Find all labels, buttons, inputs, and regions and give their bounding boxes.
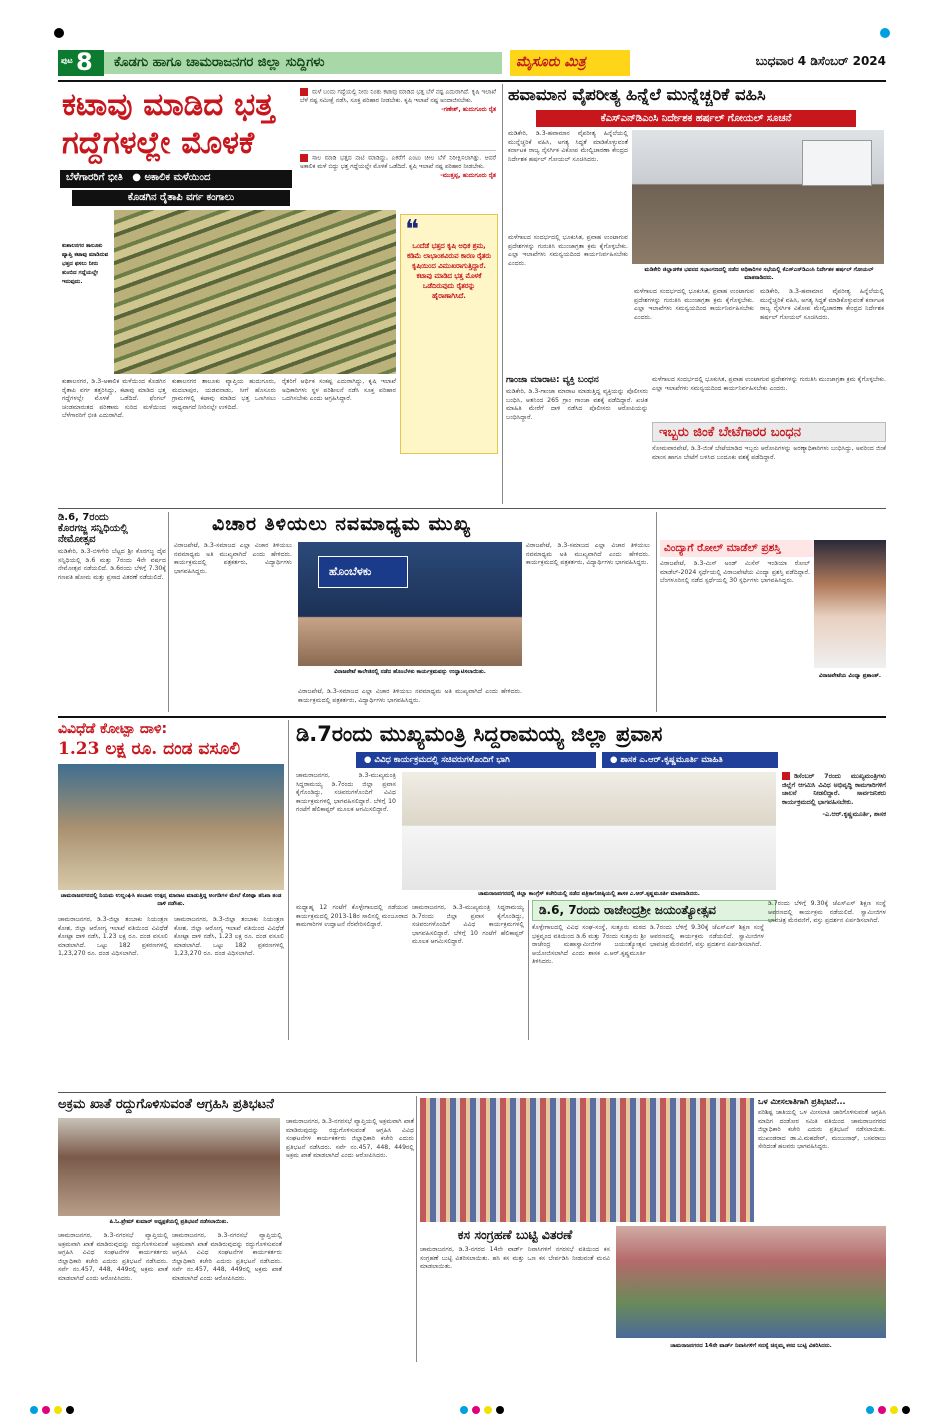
paddy-body-col-2: ಕುಶಾಲನಗರ ತಾಲೂಕು ವ್ಯಾಪ್ತಿಯ ಹುದುಗೂರು, ಮದಲಾಪುರ, ಯಡವನಾಡು, ಸೀಗೆ ಹೊಸೂರು ಗ್ರಾಮಗಳಲ್ಲಿ ಕಟಾವು ಮಾಡಿದ ಭತ್ತ ಒಣಗಿಸಲು ಸಾಧ್ಯವಾಗದೆ ನೀರಿನಲ್ಲೇ ಉಳಿದಿದೆ.: [172, 378, 276, 411]
weather-body-2: ಮಳೆಗಾಲದ ಸಂದರ್ಭದಲ್ಲಿ ಭೂಕುಸಿತ, ಪ್ರವಾಹ ಉಂಟಾಗುವ ಪ್ರದೇಶಗಳನ್ನು ಗುರುತಿಸಿ ಮುಂಜಾಗ್ರತಾ ಕ್ರಮ ಕೈಗೊಳ್ಳಬೇಕು. ಎಲ್ಲಾ ಇಲಾಖೆಗಳು ಸಮನ್ವಯದಿಂದ ಕಾರ್ಯನಿರ್ವಹಿಸಬೇಕು ಎಂದರು.: [508, 234, 628, 267]
jayanti-body-3: ಡಿ.7ರಂದು ಬೆಳಿಗ್ಗೆ 9.30ಕ್ಕೆ ಜೆಎಸ್‌ಎಸ್ ಶಿಕ್ಷಣ ಸಂಸ್ಥೆ ಆವರಣದಲ್ಲಿ ಕಾರ್ಯಕ್ರಮ ನಡೆಯಲಿದೆ. ಸ್ವಾಮೀಜಿಗಳ ಭಾವಚಿತ್ರ ಮೆರವಣಿಗೆ, ವಸ್ತು ಪ್ರದರ್ಶನ ಏರ್ಪಡಿಸಲಾಗಿದೆ.: [768, 900, 886, 925]
reservation-headline: ಒಳ ಮೀಸಲಾತಿಗಾಗಿ ಪ್ರತಿಭಟನೆ...: [758, 1097, 846, 1106]
story-weather: [506, 84, 886, 374]
quote-marker: [782, 772, 790, 780]
story-paddy-headline-1: ಕಟಾವು ಮಾಡಿದ ಭತ್ತ: [62, 87, 275, 123]
registration-mark: [54, 28, 64, 38]
story-protest: [58, 1096, 414, 1362]
reservation-body: ಪರಿಶಿಷ್ಟ ಜಾತಿಯಲ್ಲಿ ಒಳ ಮೀಸಲಾತಿ ಜಾರಿಗೊಳಿಸುವಂತೆ ಆಗ್ರಹಿಸಿ ಮಾದಿಗ ದಂಡೋರ ಸಮಿತಿ ವತಿಯಿಂದ ಚಾಮರಾಜನಗರದ ಜಿಲ್ಲಾಧಿಕಾರಿ ಕಚೇರಿ ಎದುರು ಪ್ರತಿಭಟನೆ ನಡೆಸಲಾಯಿತು. ಮುಖಂಡರಾದ ಡಾ.ವಿ.ಮಹದೇವ್, ಮಂಜುನಾಥ್, ಬಸವರಾಜು ಸೇರಿದಂತೆ ಹಲವರು ಭಾಗವಹಿಸಿದ್ದರು.: [758, 1109, 886, 1151]
quote-marker: [300, 154, 308, 162]
dustbin-photo: [616, 1226, 886, 1338]
pullquote-text: ಒಂದೆಡೆ ಭತ್ತದ ಕೃಷಿ ಅಧಿಕ ಶ್ರಮ, ಕಡಿಮೆ ಲಾಭಾಂಶವಿರುವ ಕಾರಣ ರೈತರು ಕೃಷಿಯಿಂದ ವಿಮುಖರಾಗುತ್ತಿದ್ದಾರೆ. ಕಟಾವು ಮಾಡಿದ ಭತ್ತ ಮೊಳಕೆ ಒಡೆದಿರುವುದು ರೈತರನ್ನು ಹೈರಾಣಾಗಿಸಿದೆ.: [406, 242, 492, 300]
cotpa-headline-2: 1.23 ಲಕ್ಷ ರೂ. ದಂಡ ವಸೂಲಿ: [58, 739, 241, 759]
cm-subhead-2: ● ಶಾಸಕ ಎ.ಆರ್.ಕೃಷ್ಣಮೂರ್ತಿ ಮಾಹಿತಿ: [602, 752, 778, 768]
farmer-quote-1: ಮಳೆ ಬಂದು ಗದ್ದೆಯಲ್ಲಿ ನೀರು ನಿಂತು ಕಟಾವು ಮಾಡಿದ ಭತ್ತ ಬೆಳೆ ನಷ್ಟ ಎದುರಾಗಿದೆ. ಕೃಷಿ ಇಲಾಖೆ ಬೆಳೆ ನಷ್ಟ ಸಮೀಕ್ಷೆ ನಡೆಸಿ, ಸೂಕ್ತ ಪರಿಹಾರ ನೀಡಬೇಕು. ಕೃಷಿ ಇಲಾಖೆ ನಷ್ಟ ಅಂದಾಜಿಸಬೇಕು. -ಗಣೇಶ್, ಹುದುಗೂರು ರೈತ: [300, 88, 496, 113]
weather-subhead: ಕೆಎಸ್‌ಎನ್‌ಡಿಎಂಸಿ ನಿರ್ದೇಶಕ ಹರ್ಷಲ್ ಗೋಯಲ್ ಸೂಚನೆ: [536, 110, 856, 127]
quote-icon: ❝: [405, 215, 419, 245]
weather-headline: ಹವಾಮಾನ ವೈಪರೀತ್ಯ ಹಿನ್ನೆಲೆ ಮುನ್ನೆಚ್ಚರಿಕೆ ವಹಿಸಿ: [508, 85, 766, 104]
protest-body-1: ಚಾಮರಾಜನಗರ, ಡಿ.3-ನಗರಸಭೆ ವ್ಯಾಪ್ತಿಯಲ್ಲಿ ಅಕ್ರಮವಾಗಿ ಖಾತೆ ಮಾಡಿರುವುದನ್ನು ರದ್ದುಗೊಳಿಸುವಂತೆ ಆಗ್ರಹಿಸಿ ವಿವಿಧ ಸಂಘಟನೆಗಳ ಕಾರ್ಯಕರ್ತರು ಜಿಲ್ಲಾಧಿಕಾರಿ ಕಚೇರಿ ಎದುರು ಪ್ರತಿಭಟನೆ ನಡೆಸಿದರು. ಸರ್ವೆ ನಂ.457, 448, 449ರಲ್ಲಿ ಅಕ್ರಮ ಖಾತೆ ಮಾಡಲಾಗಿದೆ ಎಂದು ಆರೋಪಿಸಿದರು.: [58, 1232, 168, 1282]
cm-press-photo: [402, 772, 776, 890]
paper-name: ಮೈಸೂರು ಮಿತ್ರ: [510, 50, 630, 76]
newmedia-body-3: ವಿರಾಜಪೇಟೆ, ಡಿ.3-ಸಮಾಜದ ಎಲ್ಲಾ ವಿಚಾರ ತಿಳಿಯಲು ನವಮಾಧ್ಯಮ ಅತಿ ಮುಖ್ಯವಾಗಿದೆ ಎಂದು ಹೇಳಿದರು. ಕಾರ್ಯಕ್ರಮದಲ್ಲಿ ಪತ್ರಕರ್ತರು, ವಿದ್ಯಾರ್ಥಿಗಳು ಭಾಗವಹಿಸಿದ್ದರು.: [526, 542, 650, 567]
cotpa-body-1: ಚಾಮರಾಜನಗರ, ಡಿ.3-ಜಿಲ್ಲಾ ತಂಬಾಕು ನಿಯಂತ್ರಣ ಕೋಶ, ಜಿಲ್ಲಾ ಆರೋಗ್ಯ ಇಲಾಖೆ ವತಿಯಿಂದ ವಿವಿಧೆಡೆ ಕೋಟ್ಪಾ ದಾಳಿ ನಡೆಸಿ, 1.23 ಲಕ್ಷ ರೂ. ದಂಡ ವಸೂಲಿ ಮಾಡಲಾಗಿದೆ. ಒಟ್ಟು 182 ಪ್ರಕರಣಗಳಲ್ಲಿ 1,23,270 ರೂ. ದಂಡ ವಿಧಿಸಲಾಗಿದೆ.: [58, 916, 168, 958]
bullet-1: ಬೆಳೆಗಾರರಿಗೆ ಭೀತಿ: [66, 172, 123, 183]
quote-author-1: -ಗಣೇಶ್, ಹುದುಗೂರು ರೈತ: [441, 105, 496, 113]
bullet-2: ಅಕಾಲಿಕ ಮಳೆಯಿಂದ: [144, 172, 211, 183]
date: ಬುಧವಾರ 4 ಡಿಸೆಂಬರ್ 2024: [755, 54, 886, 68]
newmedia-body-2: ವಿರಾಜಪೇಟೆ, ಡಿ.3-ಸಮಾಜದ ಎಲ್ಲಾ ವಿಚಾರ ತಿಳಿಯಲು ನವಮಾಧ್ಯಮ ಅತಿ ಮುಖ್ಯವಾಗಿದೆ ಎಂದು ಹೇಳಿದರು. ಕಾರ್ಯಕ್ರಮದಲ್ಲಿ ಪತ್ರಕರ್ತರು, ವಿದ್ಯಾರ್ಥಿಗಳು ಭಾಗವಹಿಸಿದ್ದರು.: [298, 688, 522, 704]
jayanti-body-1: ಕೊಳ್ಳೇಗಾಲದಲ್ಲಿ ವಿವಿಧ ಸಂಘ-ಸಂಸ್ಥೆ, ಸುತ್ತೂರು ಮಠದ ಭಕ್ತವೃಂದ ವತಿಯಿಂದ ಡಿ.6 ಮತ್ತು 7ರಂದು ಸುತ್ತೂರು ಶ್ರೀ ರಾಜೇಂದ್ರ ಮಹಾಸ್ವಾಮೀಜಿಗಳ ಜಯಂತ್ಯೋತ್ಸವ ಆಯೋಜಿಸಲಾಗಿದೆ ಎಂದು ಶಾಸಕ ಎ.ಆರ್.ಕೃಷ್ಣಮೂರ್ತಿ ತಿಳಿಸಿದರು.: [532, 924, 646, 966]
story-cotpa: [58, 720, 284, 1040]
paddy-pullquote: [400, 214, 498, 454]
rolemodel-body: ವಿರಾಜಪೇಟೆ, ಡಿ.3-ಮಿಸ್ ಅಂಡ್ ಮಿಸೆಸ್ ಇಂಡಿಯಾ ರೋಲ್ ಮಾಡೆಲ್-2024 ಸ್ಪರ್ಧೆಯಲ್ಲಿ ವಿರಾಜಪೇಟೆಯ ವಿಂದ್ಯಾ ಪ್ರಶಸ್ತಿ ಪಡೆದಿದ್ದಾರೆ. ಬೆಂಗಳೂರಿನಲ್ಲಿ ನಡೆದ ಸ್ಪರ್ಧೆಯಲ್ಲಿ 30 ಸ್ಪರ್ಧಿಗಳು ಭಾಗವಹಿಸಿದ್ದರು.: [660, 560, 810, 585]
protest-body-3: ಚಾಮರಾಜನಗರ, ಡಿ.3-ನಗರಸಭೆ ವ್ಯಾಪ್ತಿಯಲ್ಲಿ ಅಕ್ರಮವಾಗಿ ಖಾತೆ ಮಾಡಿರುವುದನ್ನು ರದ್ದುಗೊಳಿಸುವಂತೆ ಆಗ್ರಹಿಸಿ ವಿವಿಧ ಸಂಘಟನೆಗಳ ಕಾರ್ಯಕರ್ತರು ಜಿಲ್ಲಾಧಿಕಾರಿ ಕಚೇರಿ ಎದುರು ಪ್ರತಿಭಟನೆ ನಡೆಸಿದರು. ಸರ್ವೆ ನಂ.457, 448, 449ರಲ್ಲಿ ಅಕ್ರಮ ಖಾತೆ ಮಾಡಲಾಗಿದೆ ಎಂದು ಆರೋಪಿಸಿದರು.: [286, 1118, 414, 1160]
paddy-field-photo: [114, 210, 396, 374]
story-deer: [652, 422, 886, 504]
weather-meeting-photo: [632, 130, 884, 264]
color-registration-strip: [20, 1404, 925, 1416]
koragajja-headline-1: ಡಿ.6, 7ರಂದು: [58, 512, 109, 523]
story-cm-visit: [292, 720, 886, 900]
cm-body-2: ಮಧ್ಯಾಹ್ನ 12 ಗಂಟೆಗೆ ಕೊಳ್ಳೇಗಾಲದಲ್ಲಿ ನಡೆಯುವ ಕಾರ್ಯಕ್ರಮದಲ್ಲಿ 2013-18ರ ಸಾಲಿನಲ್ಲಿ ಮಂಜೂರಾದ ಕಾಮಗಾರಿಗಳ ಉದ್ಘಾಟನೆ ನೆರವೇರಿಸಲಿದ್ದಾರೆ.: [296, 904, 408, 929]
protest-body-2: ಚಾಮರಾಜನಗರ, ಡಿ.3-ನಗರಸಭೆ ವ್ಯಾಪ್ತಿಯಲ್ಲಿ ಅಕ್ರಮವಾಗಿ ಖಾತೆ ಮಾಡಿರುವುದನ್ನು ರದ್ದುಗೊಳಿಸುವಂತೆ ಆಗ್ರಹಿಸಿ ವಿವಿಧ ಸಂಘಟನೆಗಳ ಕಾರ್ಯಕರ್ತರು ಜಿಲ್ಲಾಧಿಕಾರಿ ಕಚೇರಿ ಎದುರು ಪ್ರತಿಭಟನೆ ನಡೆಸಿದರು. ಸರ್ವೆ ನಂ.457, 448, 449ರಲ್ಲಿ ಅಕ್ರಮ ಖಾತೆ ಮಾಡಲಾಗಿದೆ ಎಂದು ಆರೋಪಿಸಿದರು.: [172, 1232, 282, 1282]
protest-caption: ಪಿ.ಓ.ಪ್ರೇಮ್ ಕುಮಾರ್ ಅಧ್ಯಕ್ಷತೆಯಲ್ಲಿ ಪ್ರತಿಭಟನೆ ನಡೆಸಲಾಯಿತು.: [109, 1219, 229, 1225]
ganja-body: ಮಡಿಕೇರಿ, ಡಿ.3-ಗಾಂಜಾ ಮಾರಾಟ ಮಾಡುತ್ತಿದ್ದ ವ್ಯಕ್ತಿಯನ್ನು ಪೊಲೀಸರು ಬಂಧಿಸಿ, ಆತನಿಂದ 265 ಗ್ರಾಂ ಗಾಂಜಾ ವಶಕ್ಕೆ ಪಡೆದಿದ್ದಾರೆ. ಖಚಿತ ಮಾಹಿತಿ ಮೇರೆಗೆ ದಾಳಿ ನಡೆಸಿದ ಪೊಲೀಸರು ಆರೋಪಿಯನ್ನು ಬಂಧಿಸಿದ್ದಾರೆ.: [506, 388, 648, 421]
story-ganja: [506, 374, 648, 504]
story-newmedia: [172, 512, 652, 712]
newmedia-body-1: ವಿರಾಜಪೇಟೆ, ಡಿ.3-ಸಮಾಜದ ಎಲ್ಲಾ ವಿಚಾರ ತಿಳಿಯಲು ನವಮಾಧ್ಯಮ ಅತಿ ಮುಖ್ಯವಾಗಿದೆ ಎಂದು ಹೇಳಿದರು. ಕಾರ್ಯಕ್ರಮದಲ್ಲಿ ಪತ್ರಕರ್ತರು, ವಿದ್ಯಾರ್ಥಿಗಳು ಭಾಗವಹಿಸಿದ್ದರು.: [174, 542, 292, 575]
paddy-body-col-3: ರೈತರಿಗೆ ಆರ್ಥಿಕ ಸಂಕಷ್ಟ ಎದುರಾಗಿದ್ದು, ಕೃಷಿ ಇಲಾಖೆ ಅಧಿಕಾರಿಗಳು ಸ್ಥಳ ಪರಿಶೀಲನೆ ನಡೆಸಿ ಸೂಕ್ತ ಪರಿಹಾರ ಒದಗಿಸಬೇಕು ಎಂದು ಆಗ್ರಹಿಸಿದ್ದಾರೆ.: [282, 378, 396, 403]
paddy-body-col-1: ಕುಶಾಲನಗರ, ಡಿ.3-ಅಕಾಲಿಕ ಮಳೆಯಿಂದ ಕೊಡಗಿನ ರೈತಾಪಿ ವರ್ಗ ತತ್ತರಿಸಿದ್ದು, ಕಟಾವು ಮಾಡಿದ ಭತ್ತ ಗದ್ದೆಗಳಲ್ಲೇ ಮೊಳಕೆ ಒಡೆದಿದೆ. ಫೆಂಗಲ್ ಚಂಡಮಾರುತದ ಪರಿಣಾಮ ಸುರಿದ ಮಳೆಯಿಂದ ಬೆಳೆಗಾರರಿಗೆ ಭೀತಿ ಎದುರಾಗಿದೆ.: [62, 378, 166, 420]
jayanti-body-2: ಡಿ.7ರಂದು ಬೆಳಿಗ್ಗೆ 9.30ಕ್ಕೆ ಜೆಎಸ್‌ಎಸ್ ಶಿಕ್ಷಣ ಸಂಸ್ಥೆ ಆವರಣದಲ್ಲಿ ಕಾರ್ಯಕ್ರಮ ನಡೆಯಲಿದೆ. ಸ್ವಾಮೀಜಿಗಳ ಭಾವಚಿತ್ರ ಮೆರವಣಿಗೆ, ವಸ್ತು ಪ್ರದರ್ಶನ ಏರ್ಪಡಿಸಲಾಗಿದೆ.: [650, 924, 764, 949]
cm-headline: ಡಿ.7ರಂದು ಮುಖ್ಯಮಂತ್ರಿ ಸಿದ್ದರಾಮಯ್ಯ ಜಿಲ್ಲಾ ಪ್ರವಾಸ: [296, 722, 663, 746]
crowd-protest-photo: [420, 1098, 754, 1222]
story-paddy-bullet-3: ಕೊಡಗಿನ ರೈತಾಪಿ ವರ್ಗ ಕಂಗಾಲು: [72, 190, 290, 206]
story-jayanti: [532, 900, 886, 1040]
dustbin-caption: ಚಾಮರಾಜನಗರದ 14ನೇ ವಾರ್ಡ್ ನಿವಾಸಿಗಳಿಗೆ ಸದಸ್ಯೆ ಚಿನ್ನಮ್ಮ ಕಸದ ಬುಟ್ಟಿ ವಿತರಿಸಿದರು.: [670, 1343, 832, 1349]
newmedia-headline: ವಿಚಾರ ತಿಳಿಯಲು ನವಮಾಧ್ಯಮ ಮುಖ್ಯ: [212, 513, 472, 535]
story-paddy-headline-2: ಗದ್ದೆಗಳಲ್ಲೇ ಮೊಳಕೆ: [62, 125, 255, 161]
story-paddy-bullets: ಬೆಳೆಗಾರರಿಗೆ ಭೀತಿ ● ಅಕಾಲಿಕ ಮಳೆಯಿಂದ: [60, 170, 292, 188]
story-koragajja: [58, 512, 166, 712]
story-dustbin: [420, 1226, 886, 1362]
deer-headline: ಇಬ್ಬರು ಜಿಂಕೆ ಬೇಟೆಗಾರರ ಬಂಧನ: [652, 422, 886, 442]
cotpa-headline-1: ವಿವಿಧೆಡೆ ಕೋಟ್ಪಾ ದಾಳಿ:: [58, 721, 168, 737]
dustbin-body-1: ಚಾಮರಾಜನಗರ, ಡಿ.3-ನಗರದ 14ನೇ ವಾರ್ಡ್ ನಿವಾಸಿಗಳಿಗೆ ನಗರಸಭೆ ವತಿಯಿಂದ ಕಸ ಸಂಗ್ರಹಣೆ ಬುಟ್ಟಿ ವಿತರಿಸಲಾಯಿತು. ಹಸಿ ಕಸ ಮತ್ತು ಒಣ ಕಸ ಬೇರ್ಪಡಿಸಿ ನೀಡುವಂತೆ ಮನವಿ ಮಾಡಲಾಯಿತು.: [420, 1246, 610, 1271]
quote-marker: [300, 88, 308, 96]
ganja-headline: ಗಾಂಜಾ ಮಾರಾಟ: ವ್ಯಕ್ತಿ ಬಂಧನ: [506, 375, 599, 385]
dustbin-headline: ಕಸ ಸಂಗ್ರಹಣೆ ಬುಟ್ಟಿ ವಿತರಣೆ: [457, 1227, 573, 1242]
deer-body: ಸೋಮವಾರಪೇಟೆ, ಡಿ.3-ಜಿಂಕೆ ಬೇಟೆಯಾಡಿದ ಇಬ್ಬರು ಆರೋಪಿಗಳನ್ನು ಅರಣ್ಯಾಧಿಕಾರಿಗಳು ಬಂಧಿಸಿದ್ದು, ಅವರಿಂದ ಜಿಂಕೆ ಮಾಂಸ ಹಾಗೂ ಬೇಟೆಗೆ ಬಳಸಿದ ಬಂದೂಕು ವಶಕ್ಕೆ ಪಡೆದಿದ್ದಾರೆ.: [652, 445, 886, 461]
cm-subhead-1: ● ವಿವಿಧ ಕಾರ್ಯಕ್ರಮದಲ್ಲಿ ಸಚಿವರುಗಳೊಂದಿಗೆ ಭಾಗಿ: [356, 752, 596, 768]
cm-quote-author: -ಎ.ಆರ್.ಕೃಷ್ಣಮೂರ್ತಿ, ಶಾಸಕ: [822, 810, 886, 819]
newmedia-caption: ವಿರಾಜಪೇಟೆ ಕಾಲೇಜಿನಲ್ಲಿ ನಡೆದ ಹೊಂಬೆಳಕು ಕಾರ್ಯಕ್ರಮವನ್ನು ಉದ್ಘಾಟಿಸಲಾಯಿತು.: [334, 669, 486, 675]
newmedia-banner-sign: ಹೊಂಬೆಳಕು: [318, 556, 408, 588]
jayanti-headline: ಡಿ.6, 7ರಂದು ರಾಜೇಂದ್ರಶ್ರೀ ಜಯಂತ್ಯೋತ್ಸವ: [532, 900, 776, 921]
protest-photo: [58, 1118, 280, 1216]
koragajja-headline-2: ಕೊರಗಜ್ಜ ಸನ್ನಿಧಿಯಲ್ಲಿ: [58, 523, 128, 534]
story-paddy: [58, 84, 498, 504]
weather-body-1: ಮಡಿಕೇರಿ, ಡಿ.3-ಹವಾಮಾನ ವೈಪರೀತ್ಯ ಹಿನ್ನೆಲೆಯಲ್ಲಿ ಮುನ್ನೆಚ್ಚರಿಕೆ ವಹಿಸಿ, ಅಗತ್ಯ ಸಿದ್ಧತೆ ಮಾಡಿಕೊಳ್ಳುವಂತೆ ಕರ್ನಾಟಕ ರಾಜ್ಯ ನೈಸರ್ಗಿಕ ವಿಕೋಪ ಮೇಲ್ವಿಚಾರಣಾ ಕೇಂದ್ರದ ನಿರ್ದೇಶಕ ಹರ್ಷಲ್ ಗೋಯಲ್ ಸೂಚಿಸಿದರು.: [508, 130, 628, 163]
cotpa-caption: ಚಾಮರಾಜನಗರದಲ್ಲಿ ನಿಯಮ ಉಲ್ಲಂಘಿಸಿ ತಂಬಾಕು ಉತ್ಪನ್ನ ಮಾರಾಟ ಮಾಡುತ್ತಿದ್ದ ಅಂಗಡಿಗಳ ಮೇಲೆ ಕೋಟ್ಪಾ ತನಿಖಾ ತಂಡ ದಾಳಿ ನಡೆಸಿತು.: [60, 893, 282, 907]
farmer-quote-2: ಸಾಲ ಮಾಡಿ ಭತ್ತದ ನಾಟಿ ಮಾಡಿದ್ದು, ಎಕರೆಗೆ ಎಂಟು ಚೀಲ ಬೆಳೆ ನಿರೀಕ್ಷಿಸಲಾಗಿತ್ತು. ಆದರೆ ಅಕಾಲಿಕ ಮಳೆ ಬಿದ್ದು ಭತ್ತ ಗದ್ದೆಯಲ್ಲೇ ಮೊಳಕೆ ಒಡೆದಿದೆ. ಕೃಷಿ ಇಲಾಖೆ ನಷ್ಟ ಪರಿಹಾರ ನೀಡಬೇಕು. -ಮುತ್ತಪ್ಪ, ಹುದುಗೂರು ರೈತ: [300, 154, 496, 179]
cm-body-1: ಚಾಮರಾಜನಗರ, ಡಿ.3-ಮುಖ್ಯಮಂತ್ರಿ ಸಿದ್ದರಾಮಯ್ಯ ಡಿ.7ರಂದು ಜಿಲ್ಲಾ ಪ್ರವಾಸ ಕೈಗೊಂಡಿದ್ದು, ಸಚಿವರುಗಳೊಂದಿಗೆ ವಿವಿಧ ಕಾರ್ಯಕ್ರಮಗಳಲ್ಲಿ ಭಾಗವಹಿಸಲಿದ್ದಾರೆ. ಬೆಳಿಗ್ಗೆ 10 ಗಂಟೆಗೆ ಹೆಲಿಕಾಪ್ಟರ್ ಮೂಲಕ ಆಗಮಿಸಲಿದ್ದಾರೆ.: [296, 772, 396, 814]
cm-photo-caption: ಚಾಮರಾಜನಗರದಲ್ಲಿ ಜಿಲ್ಲಾ ಕಾಂಗ್ರೆಸ್ ಕಚೇರಿಯಲ್ಲಿ ನಡೆದ ಪತ್ರಿಕಾಗೋಷ್ಠಿಯಲ್ಲಿ ಶಾಸಕ ಎ.ಆರ್.ಕೃಷ್ಣಮೂರ್ತಿ ಮಾತನಾಡಿದರು.: [478, 891, 700, 897]
section-title: ಕೊಡಗು ಹಾಗೂ ಚಾಮರಾಜನಗರ ಜಿಲ್ಲಾ ಸುದ್ದಿಗಳು: [104, 52, 502, 74]
weather-body-4: ಮಡಿಕೇರಿ, ಡಿ.3-ಹವಾಮಾನ ವೈಪರೀತ್ಯ ಹಿನ್ನೆಲೆಯಲ್ಲಿ ಮುನ್ನೆಚ್ಚರಿಕೆ ವಹಿಸಿ, ಅಗತ್ಯ ಸಿದ್ಧತೆ ಮಾಡಿಕೊಳ್ಳುವಂತೆ ಕರ್ನಾಟಕ ರಾಜ್ಯ ನೈಸರ್ಗಿಕ ವಿಕೋಪ ಮೇಲ್ವಿಚಾರಣಾ ಕೇಂದ್ರದ ನಿರ್ದೇಶಕ ಹರ್ಷಲ್ ಗೋಯಲ್ ಸೂಚಿಸಿದರು.: [760, 288, 884, 321]
page-tab: [58, 50, 104, 76]
projector-screen: [802, 140, 872, 186]
weather-body-3: ಮಳೆಗಾಲದ ಸಂದರ್ಭದಲ್ಲಿ ಭೂಕುಸಿತ, ಪ್ರವಾಹ ಉಂಟಾಗುವ ಪ್ರದೇಶಗಳನ್ನು ಗುರುತಿಸಿ ಮುಂಜಾಗ್ರತಾ ಕ್ರಮ ಕೈಗೊಳ್ಳಬೇಕು. ಎಲ್ಲಾ ಇಲಾಖೆಗಳು ಸಮನ್ವಯದಿಂದ ಕಾರ್ಯನಿರ್ವಹಿಸಬೇಕು ಎಂದರು.: [634, 288, 754, 321]
story-reservation: [758, 1096, 886, 1196]
rolemodel-caption: ವಿರಾಜಪೇಟೆಯ ವಿಂದ್ಯಾ ಪ್ರಶಾಂತ್.: [818, 673, 881, 679]
koragajja-body: ಮಡಿಕೇರಿ, ಡಿ.3-ಬಿಳಿಗೇರಿ ಬೆಟ್ಟದ ಶ್ರೀ ಕೊರಗಜ್ಜ ದೈವ ಸನ್ನಿಧಿಯಲ್ಲಿ ಡಿ.6 ಮತ್ತು 7ರಂದು 4ನೇ ವರ್ಷದ ನೇಮೋತ್ಸವ ನಡೆಯಲಿದೆ. ಡಿ.6ರಂದು ಬೆಳಿಗ್ಗೆ 7.30ಕ್ಕೆ ಗಣಪತಿ ಹೋಮ ಮತ್ತು ಪ್ರಸಾದ ವಿತರಣೆ ನಡೆಯಲಿದೆ.: [58, 548, 166, 581]
paddy-photo-caption: ಕುಶಾಲನಗರ ತಾಲೂಕು ವ್ಯಾಪ್ತಿ ಕಟಾವು ಮಾಡಿರುವ ಭತ್ತದ ಫಸಲು ನೀರು ತುಂಬಿದ ಗದ್ದೆಯಲ್ಲೇ ಇರುವುದು.: [62, 243, 109, 285]
page-header: [58, 50, 886, 76]
quote-author-2: -ಮುತ್ತಪ್ಪ, ಹುದುಗೂರು ರೈತ: [440, 171, 496, 179]
rolemodel-headline: ವಿಂದ್ಯಾಗೆ ರೋಲ್ ಮಾಡೆಲ್ ಪ್ರಶಸ್ತಿ: [660, 540, 828, 557]
cotpa-body-2: ಚಾಮರಾಜನಗರ, ಡಿ.3-ಜಿಲ್ಲಾ ತಂಬಾಕು ನಿಯಂತ್ರಣ ಕೋಶ, ಜಿಲ್ಲಾ ಆರೋಗ್ಯ ಇಲಾಖೆ ವತಿಯಿಂದ ವಿವಿಧೆಡೆ ಕೋಟ್ಪಾ ದಾಳಿ ನಡೆಸಿ, 1.23 ಲಕ್ಷ ರೂ. ದಂಡ ವಸೂಲಿ ಮಾಡಲಾಗಿದೆ. ಒಟ್ಟು 182 ಪ್ರಕರಣಗಳಲ್ಲಿ 1,23,270 ರೂ. ದಂಡ ವಿಧಿಸಲಾಗಿದೆ.: [174, 916, 284, 958]
cotpa-photo: [58, 764, 284, 890]
page-label: ಪುಟ: [61, 56, 73, 65]
newmedia-photo: [298, 542, 522, 666]
cm-body-3: ಚಾಮರಾಜನಗರ, ಡಿ.3-ಮುಖ್ಯಮಂತ್ರಿ ಸಿದ್ದರಾಮಯ್ಯ ಡಿ.7ರಂದು ಜಿಲ್ಲಾ ಪ್ರವಾಸ ಕೈಗೊಂಡಿದ್ದು, ಸಚಿವರುಗಳೊಂದಿಗೆ ವಿವಿಧ ಕಾರ್ಯಕ್ರಮಗಳಲ್ಲಿ ಭಾಗವಹಿಸಲಿದ್ದಾರೆ. ಬೆಳಿಗ್ಗೆ 10 ಗಂಟೆಗೆ ಹೆಲಿಕಾಪ್ಟರ್ ಮೂಲಕ ಆಗಮಿಸಲಿದ್ದಾರೆ.: [412, 904, 524, 946]
protest-headline: ಅಕ್ರಮ ಖಾತೆ ರದ್ದುಗೊಳಿಸುವಂತೆ ಆಗ್ರಹಿಸಿ ಪ್ರತಿಭಟನೆ: [58, 1097, 274, 1112]
registration-mark: [880, 28, 890, 38]
weather-body-5: ಮಳೆಗಾಲದ ಸಂದರ್ಭದಲ್ಲಿ ಭೂಕುಸಿತ, ಪ್ರವಾಹ ಉಂಟಾಗುವ ಪ್ರದೇಶಗಳನ್ನು ಗುರುತಿಸಿ ಮುಂಜಾಗ್ರತಾ ಕ್ರಮ ಕೈಗೊಳ್ಳಬೇಕು. ಎಲ್ಲಾ ಇಲಾಖೆಗಳು ಸಮನ್ವಯದಿಂದ ಕಾರ್ಯನಿರ್ವಹಿಸಬೇಕು ಎಂದರು.: [652, 376, 886, 392]
rolemodel-photo: [814, 540, 886, 668]
weather-photo-caption: ಮಡಿಕೇರಿ ಜಿಲ್ಲಾಡಳಿತ ಭವನದ ಸಭಾಂಗಣದಲ್ಲಿ ನಡೆದ ಅಧಿಕಾರಿಗಳ ಸಭೆಯಲ್ಲಿ ಕೆಎಸ್‌ಎನ್‌ಡಿಎಂಸಿ ನಿರ್ದೇಶಕ ಹರ್ಷಲ್ ಗೋಯಲ್ ಮಾತನಾಡಿದರು.: [644, 267, 874, 281]
koragajja-headline-3: ನೇಮೋತ್ಸವ: [58, 534, 96, 545]
story-rolemodel: [660, 540, 886, 712]
page-number: 8: [76, 50, 93, 76]
cm-quote: ಡಿಸೆಂಬರ್ 7ರಂದು ಮುಖ್ಯಮಂತ್ರಿಗಳು ಜಿಲ್ಲೆಗೆ ಆಗಮಿಸಿ ವಿವಿಧ ಅಭಿವೃದ್ಧಿ ಕಾಮಗಾರಿಗಳಿಗೆ ಚಾಲನೆ ನೀಡಲಿದ್ದಾರೆ. ಸಾರ್ವಜನಿಕರು ಕಾರ್ಯಕ್ರಮದಲ್ಲಿ ಭಾಗವಹಿಸಬೇಕು. -ಎ.ಆರ್.ಕೃಷ್ಣಮೂರ್ತಿ, ಶಾಸಕ: [782, 772, 886, 819]
